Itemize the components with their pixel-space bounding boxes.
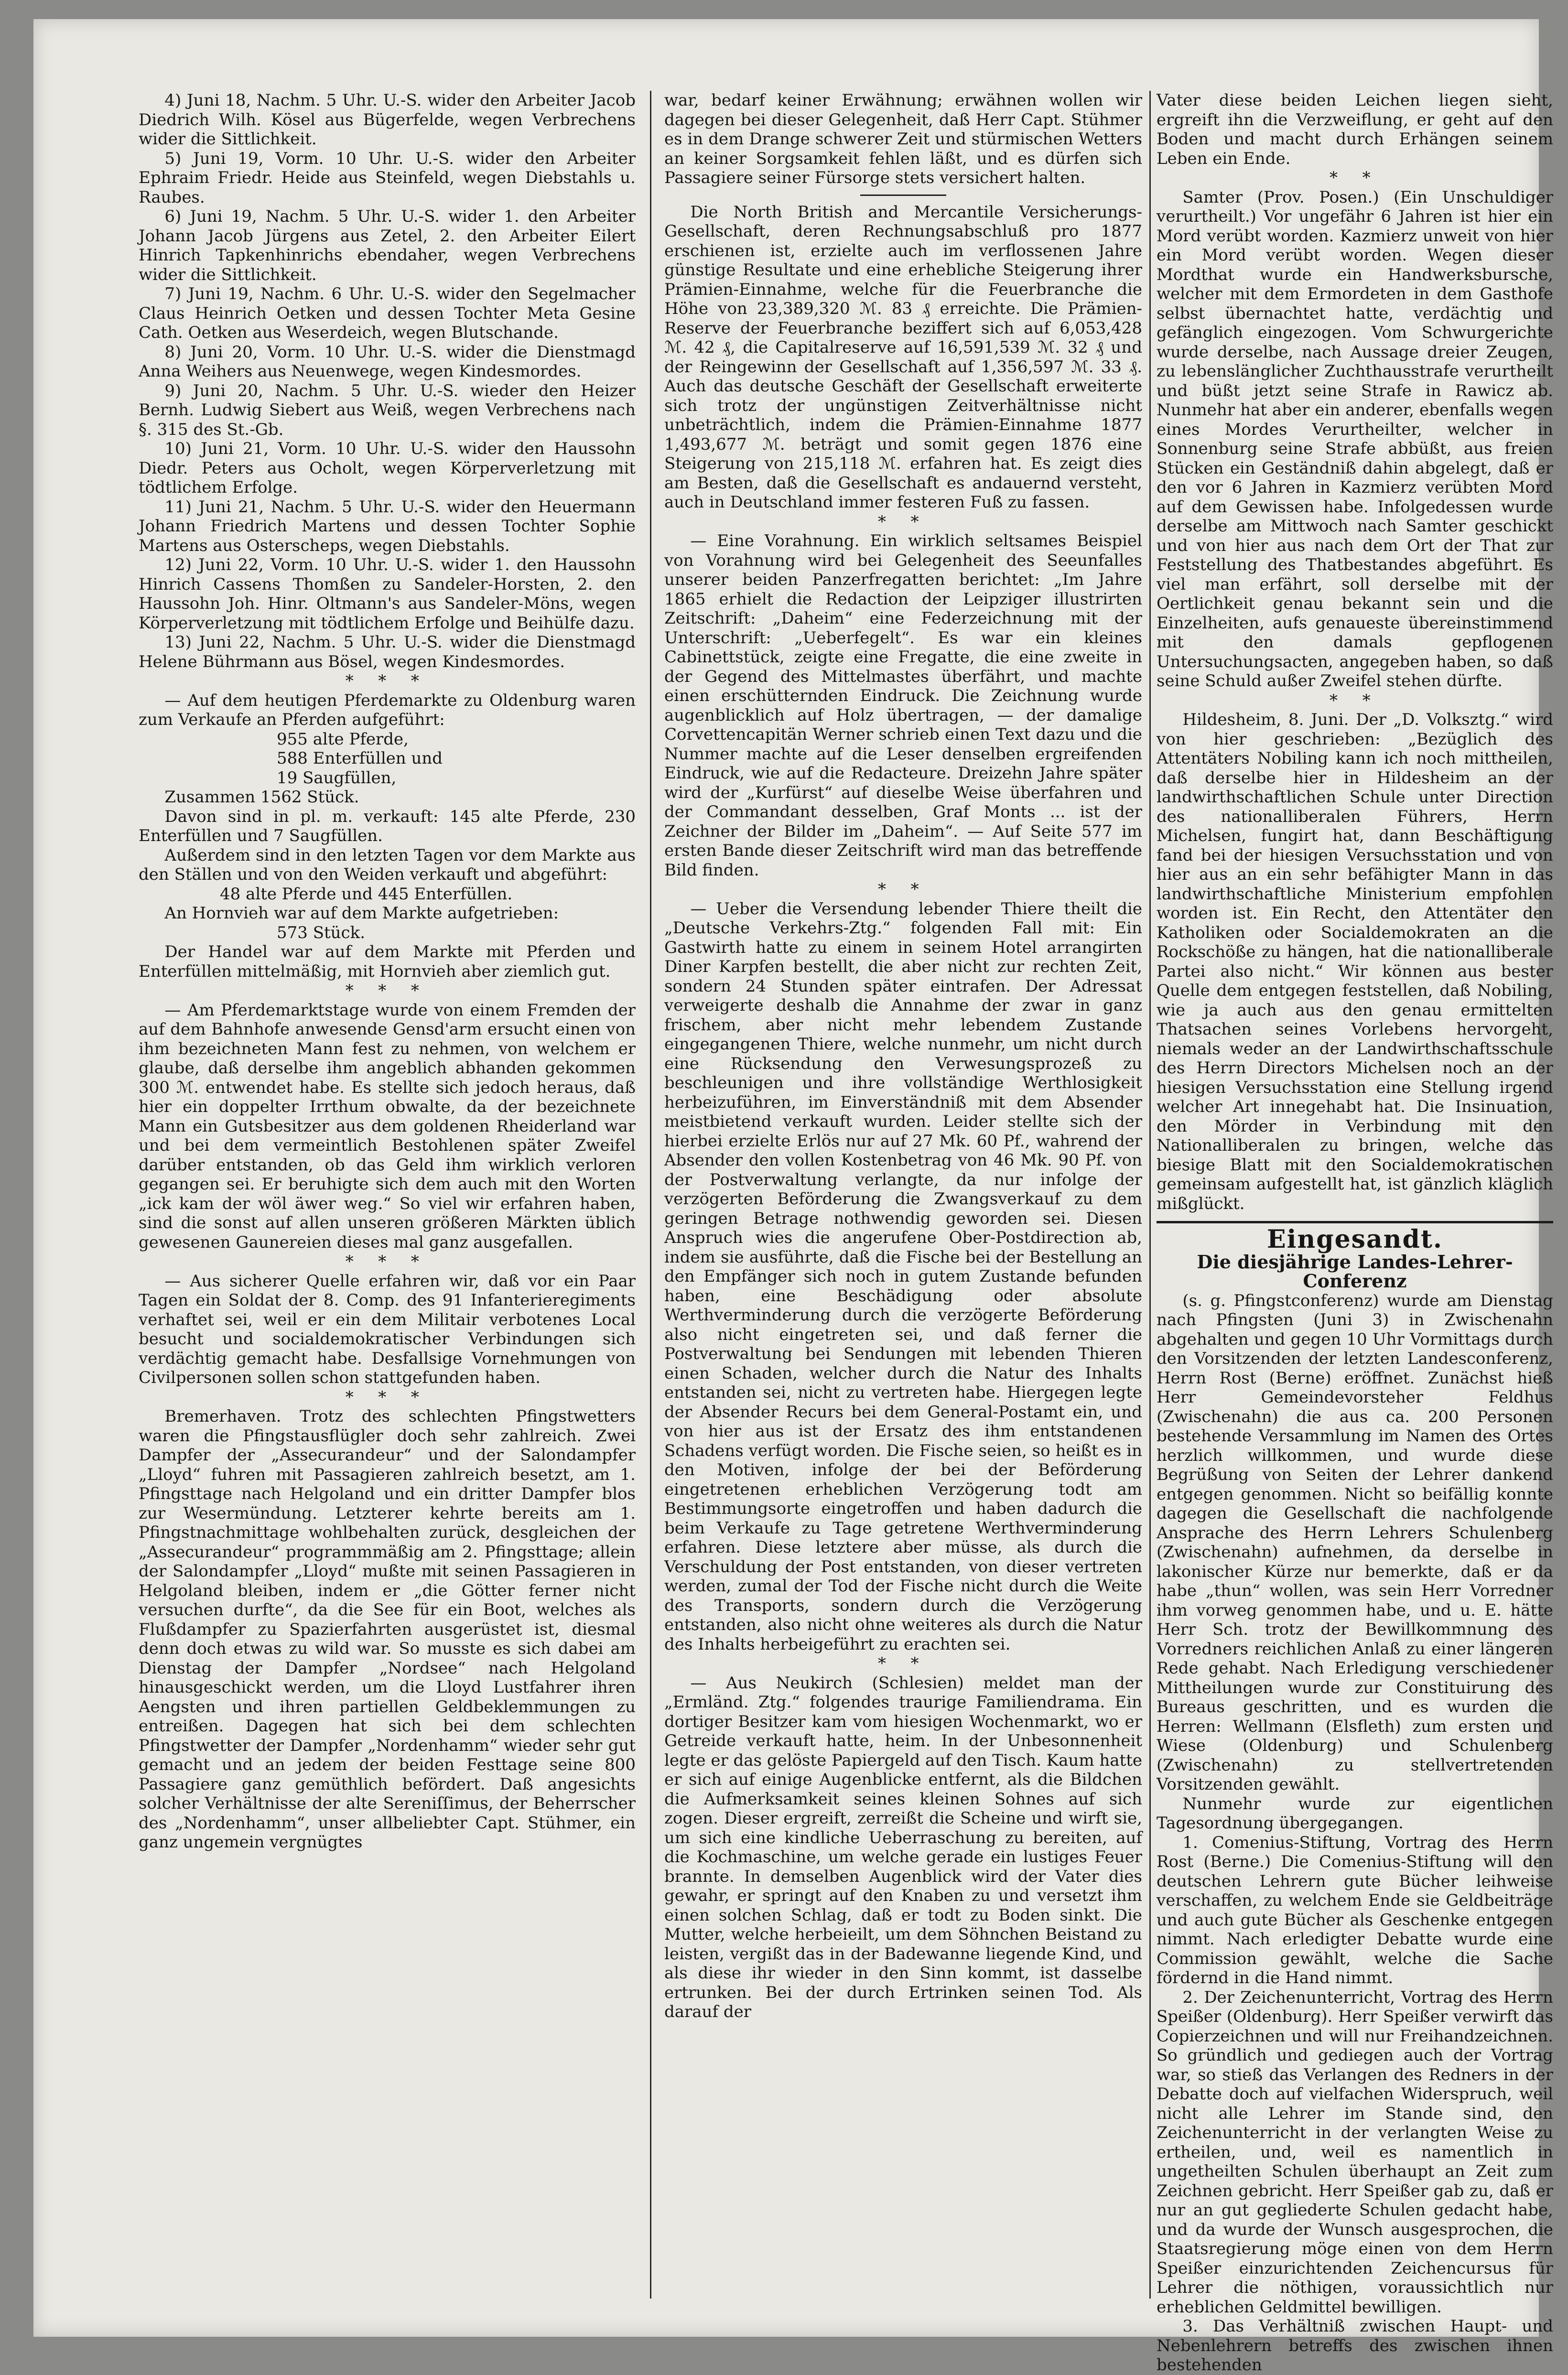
horse-total: Zusammen 1562 Stück. <box>164 788 359 807</box>
newspaper-page <box>33 19 1553 2375</box>
court-entry-6: 6) Juni 19, Nachm. 5 Uhr. U.-S. wider 1. den Arbeiter Johann Jacob Jürgens aus Zetel, 2. den Arbeiter Eilert Hinrich Tapkenhinrichs ebendaher, wegen Verbrechens wider die Sittlichkeit. <box>139 207 636 284</box>
premonition-article: — Eine Vorahnung. Ein wirklich seltsames Beispiel von Vorahnung wird bei Gelegenheit des Seeunfalles unserer beiden Panzerfregatten berichtet: „Im Jahre 1865 erhielt die Redaction der Leipziger illustrirten Zeitschrift: „Daheim“ eine Federzeichnung mit der Unterschrift: „Ueberfegelt“. Es war ein kleines Cabinettstück, zeigte eine Fregatte, die eine zweite in der Gegend des Mittelmastes überfährt, und machte einen erschütternden Eindruck. Die Zeichnung wurde augenblicklich auf Holz übertragen, — der damalige Corvettencapitän Werner schrieb einen Text dazu und die Nummer machte auf die Leser denselben ergreifenden Eindruck, wie auf die Redacteure. Dreizehn Jahre später wird der „Kurfürst“ auf dieselbe Weise überfahren und der Commandant desselben, Graf Monts ... ist der Zeichner der Bilder im „Daheim“. — Auf Seite 577 im ersten Bande dieser Zeitschrift wird man das betreffende Bild finden. <box>664 531 1142 880</box>
court-entry-8: 8) Juni 20, Vorm. 10 Uhr. U.-S. wider die Dienstmagd Anna Weihers aus Neuenwege, wegen Kindesmordes. <box>139 342 636 381</box>
court-entry-13: 13) Juni 22, Nachm. 5 Uhr. U.-S. wider die Dienstmagd Helene Bührmann aus Bösel, wegen Kindesmordes. <box>139 633 636 671</box>
court-entry-10: 10) Juni 21, Vorm. 10 Uhr. U.-S. wider den Haussohn Diedr. Peters aus Ocholt, wegen Körperverletzung mit tödtlichem Erfolge. <box>139 439 636 497</box>
court-entry-11: 11) Juni 21, Nachm. 5 Uhr. U.-S. wider den Heuermann Johann Friedrich Martens und dessen Tochter Sophie Martens aus Osterscheps, wegen Diebstahls. <box>139 497 636 555</box>
live-animals-shipping-article: — Ueber die Versendung lebender Thiere theilt die „Deutsche Verkehrs-Ztg.“ folgenden Fall mit: Ein Gastwirth hatte zu einem in seinem Hotel arrangirten Diner Karpfen bestellt, die aber nicht zur rechten Zeit, sondern 24 Stunden später eintrafen. Der Adressat verweigerte deshalb die Annahme der zwar in ganz frischem, aber nicht mehr lebendem Zustande eingegangenen Thiere, welche nunmehr, um nicht durch eine Rücksendung den Verwesungsprozeß zu beschleunigen und ihre vollständige Werthlosigkeit herbeizuführen, im Einverständniß mit dem Absender meistbietend verkauft wurden. Leider stellte sich der hierbei erzielte Erlös nur auf 27 Mk. 60 Pf., wahrend der Absender den vollen Kostenbetrag von 46 Mk. 90 Pf. von der Postverwaltung verlangte, da nur infolge der verzögerten Beförderung die Zwangsverkauf zu dem geringen Betrage nothwendig geworden sei. Diesen Anspruch wies die angerufene Ober-Postdirection ab, indem sie ausführte, daß die Fische bei der Bestellung an den Empfänger sich noch in gutem Zustande befunden haben, eine Beschädigung oder absolute Werthverminderung durch die verzögerte Beförderung also nicht eingetreten sei, und daß ferner die Postverwaltung bei Sendungen mit lebenden Thieren einen Schaden, welcher durch die Natur des Inhalts entstanden sei, nicht zu vertreten habe. Hiergegen legte der Absender Recurs bei dem General-Postamt ein, und von hier aus ist der Ersatz des ihm entstandenen Schadens verfügt worden. Die Fische seien, so heißt es in den Motiven, infolge der bei der Beförderung eingetretenen erheblichen Verzögerung todt am Bestimmungsorte eingetroffen und haben dadurch die beim Verkaufe zu Tage getretene Werthverminderung erfahren. Diese letztere aber müsse, als durch die Verschuldung der Post entstanden, von dieser vertreten werden, zumal der Tod der Fische nicht durch die Weite des Transports, sondern durch die Verzögerung entstanden, also nicht ohne weiteres als durch die Natur des Inhalts herbeigeführt zu erachten sei. <box>664 899 1142 1654</box>
agenda-item-3: 3. Das Verhältniß zwischen Haupt- und Nebenlehrern betreffs des zwischen ihnen bestehenden <box>1157 2317 1553 2375</box>
column-left <box>139 91 636 2289</box>
family-drama-continued: Vater diese beiden Leichen liegen sieht, ergreift ihn die Verzweiflung, er geht auf den Boden und macht durch Erhängen seinem Leben ein Ende. <box>1157 91 1553 168</box>
conference-title: Die diesjährige Landes-Lehrer-Conferenz <box>1197 1251 1513 1292</box>
separator-stars: * * <box>877 1654 929 1673</box>
separator-stars: * * * <box>345 671 429 691</box>
agenda-intro: Nunmehr wurde zur eigentlichen Tagesordnung übergegangen. <box>1157 1794 1553 1833</box>
court-entry-7: 7) Juni 19, Nachm. 6 Uhr. U.-S. wider den Segelmacher Claus Heinrich Oetken und dessen Tochter Meta Gesine Cath. Oetken aus Weserdeich, wegen Blutschande. <box>139 284 636 342</box>
section-heading: Eingesandt. <box>1267 1225 1443 1254</box>
insurance-article: Die North British and Mercantile Versicherungs-Gesellschaft, deren Rechnungsabschluß pro 1877 erschienen ist, erzielte auch im verflossenen Jahre günstige Resultate und eine erhebliche Steigerung ihrer Prämien-Einnahme, welche für die Feuerbranche die Höhe von 23,389,320 ℳ. 83 ₰ erreichte. Die Prämien-Reserve der Feuerbranche beziffert sich auf 6,053,428 ℳ. 42 ₰, die Capitalreserve auf 16,591,539 ℳ. 32 ₰ und der Reingewinn der Gesellschaft auf 1,356,597 ℳ. 33 ₰. Auch das deutsche Geschäft der Gesellschaft erweiterte sich trotz der ungünstigen Zeitverhältnisse nicht unbeträchtlich, indem die Prämien-Einnahme 1877 1,493,677 ℳ. beträgt und somit gegen 1876 eine Steigerung von 215,118 ℳ. erfahren hat. Es zeigt dies am Besten, daß die Gesellschaft es andauernd versteht, auch in Deutschland immer festeren Fuß zu fassen. <box>664 202 1142 512</box>
separator-stars: * * <box>877 880 929 899</box>
agenda-item-2: 2. Der Zeichenunterricht, Vortrag des Herrn Speißer (Oldenburg). Herr Speißer verwirft das Copierzeichnen und will nur Freihandzeichnen. So gründlich und gediegen auch der Vortrag war, so stieß das Verlangen des Redners in der Debatte doch auf vielfachen Widerspruch, weil nicht alle Lehrer im Stande sind, den Zeichenunterricht in der verlangten Weise zu ertheilen, und, weil es namentlich in ungetheilten Schulen überhaupt an Zeit zum Zeichnen gebricht. Herr Speißer gab zu, daß er nur an gut gegliederte Schulen gedacht habe, und da wurde der Wunsch ausgesprochen, die Staatsregierung möge einen von dem Herrn Speißer einzurichtenden Zeichencursus für Lehrer die nöthigen, voraussichtlich nur erheblichen Geldmittel bewilligen. <box>1157 1987 1553 2317</box>
horse-market-report: — Auf dem heutigen Pferdemarkte zu Oldenburg waren zum Verkaufe an Pferden aufgeführt: <box>139 691 636 729</box>
soldier-arrest-notice: — Aus sicherer Quelle erfahren wir, daß vor ein Paar Tagen ein Soldat der 8. Comp. des 91 Infanterieregiments verhaftet sei, weil er ein dem Militair verbotenes Local besucht und socialdemokratischer Verbindungen sich verdächtig gemacht habe. Desfallsige Vornehmungen von Civilpersonen sollen schon stattgefunden haben. <box>139 1271 636 1387</box>
horse-prior-count: 48 alte Pferde und 445 Enterfüllen. <box>220 884 513 904</box>
separator-stars: * * <box>1329 691 1380 710</box>
cattle-intro: An Hornvieh war auf dem Markte aufgetrieben: <box>164 904 559 923</box>
market-trade-summary: Der Handel war auf dem Markte mit Pferden und Enterfüllen mittelmäßig, mit Hornvieh aber ziemlich gut. <box>139 942 636 981</box>
court-entry-9: 9) Juni 20, Nachm. 5 Uhr. U.-S. wieder den Heizer Bernh. Ludwig Siebert aus Weiß, wegen Verbrechens nach §. 315 des St.-Gb. <box>139 381 636 439</box>
separator-stars: * * * <box>345 981 429 1000</box>
horse-count-line: 955 alte Pferde, <box>277 729 409 749</box>
short-divider <box>860 194 946 196</box>
separator-stars: * * <box>877 512 929 531</box>
samter-article: Samter (Prov. Posen.) (Ein Unschuldiger verurtheilt.) Vor ungefähr 6 Jahren ist hier ein Mord verübt worden. Kazmierz unweit von hier ein Mord verübt worden. Wegen dieser Mordthat wurde ein Handwerksbursche, welcher mit dem Ermordeten in dem Gasthofe selbst übernachtet hatte, verdächtig und gefänglich eingezogen. Vom Schwurgerichte wurde derselbe, nach Aussage dreier Zeugen, zu lebenslänglicher Zuchthausstrafe verurtheilt und büßt jetzt seine Strafe in Rawicz ab. Nunmehr hat aber ein anderer, ebenfalls wegen eines Mordes Verurtheilter, welcher in Sonnenburg seine Strafe abbüßt, aus freien Stücken ein Geständniß dahin abgelegt, daß er den vor 6 Jahren in Kazmierz verübten Mord auf dem Gewissen habe. Infolgedessen wurde derselbe am Mittwoch nach Samter geschickt und von hier aus nach dem Ort der That zur Feststellung des Thatbestandes abgeführt. Es viel man erfährt, soll derselbe mit der Oertlichkeit genau bekannt sein und die Einzelheiten, aufs genaueste übereinstimmend mit den damals gepflogenen Untersuchungsacten, angegeben haben, so daß seine Schuld außer Zweifel stehen dürfte. <box>1157 187 1553 691</box>
bremerhaven-continued: war, bedarf keiner Erwähnung; erwähnen wollen wir dagegen bei dieser Gelegenheit, daß Herr Capt. Stühmer es in dem Drange schwerer Zeit und stürmischen Wetters an keiner Sorgsamkeit fehlen läßt, und es dürfen sich Passagiere seiner Fürsorge stets versichert halten. <box>664 91 1142 187</box>
column-rule <box>650 91 651 2299</box>
conference-intro: (s. g. Pfingstconferenz) wurde am Dienstag nach Pfingsten (Juni 3) in Zwischenahn abgehalten und gegen 10 Uhr Vormittags durch den Vorsitzenden der letzten Landesconferenz, Herrn Rost (Berne) eröffnet. Zunächst hieß Herr Gemeindevorsteher Feldhus (Zwischenahn) die aus ca. 200 Personen bestehende Versammlung im Namen des Ortes herzlich willkommen, und wurde diese Begrüßung von Seiten der Lehrer dankend entgegen genommen. Nicht so beifällig konnte dagegen die Gesellschaft die nachfolgende Ansprache des Herrn Lehrers Schulenberg (Zwischenahn) aufnehmen, da derselbe in lakonischer Kürze nur bemerkte, daß er da habe „thun“ wollen, was sein Herr Vorredner ihm vorweg genommen habe, und u. E. hätte Herr Sch. trotz der Bewillkommnung des Vorredners reichlichen Anlaß zu einer längeren Rede gehabt. Nach Erledigung verschiedener Mittheilungen wurde zur Constituirung des Bureaus geschritten, und es wurden die Herren: Wellmann (Elsfleth) zum ersten und Wiese (Oldenburg) und Schulenberg (Zwischenahn) zu stellvertretenden Vorsitzenden gewählt. <box>1157 1291 1553 1794</box>
court-entry-12: 12) Juni 22, Vorm. 10 Uhr. U.-S. wider 1. den Haussohn Hinrich Cassens Thomßen zu Sandeler-Horsten, 2. den Haussohn Joh. Hinr. Oltmann's aus Sandeler-Möns, wegen Körperverletzung mit tödtlichem Erfolge und Beihülfe dazu. <box>139 555 636 633</box>
family-drama-article: — Aus Neukirch (Schlesien) meldet man der „Ermländ. Ztg.“ folgendes traurige Familiendrama. Ein dortiger Besitzer kam vom hiesigen Wochenmarkt, wo er Getreide verkauft hatte, heim. In der Unbesonnenheit legte er das gelöste Papiergeld auf den Tisch. Kaum hatte er sich auf einige Augenblicke entfernt, als die Bildchen die Aufmerksamkeit seines kleinen Sohnes auf sich zogen. Dieser ergreift, zerreißt die Scheine und wirft sie, um sich eine kindliche Ueberraschung zu bereiten, auf die Kochmaschine, um welche gerade ein lustiges Feuer brannte. In demselben Augenblick wird der Vater dies gewahr, er springt auf den Knaben zu und versetzt ihm einen solchen Schlag, daß er todt zu Boden sinkt. Die Mutter, welche herbeieilt, um dem Söhnchen Beistand zu leisten, vergißt das in der Badewanne liegende Kind, und als diese ihr wieder in den Sinn kommt, ist dasselbe ertrunken. Bei der durch Ertrinken seinen Tod. Als darauf der <box>664 1673 1142 2021</box>
hildesheim-article: Hildesheim, 8. Juni. Der „D. Volksztg.“ wird von hier geschrieben: „Bezüglich des Attentäters Nobiling kann ich noch mittheilen, daß derselbe hier in Hildesheim an der landwirthschaftlichen Schule unter Direction des nationalliberalen Führers, Herrn Michelsen, fungirt hat, dann Beschäftigung fand bei der hiesigen Versuchsstation und von hier aus an ein sehr befähigter Mann in das landwirthschaftliche Ministerium empfohlen worden ist. Ein Recht, den Attentäter den Katholiken oder Socialdemokraten an die Rockschöße zu hängen, hat die nationalliberale Partei also nicht.“ Wir können aus bester Quelle dem entgegen feststellen, daß Nobiling, wie ja auch aus den genau ermittelten Thatsachen seines Vorlebens hervorgeht, niemals weder an der Landwirthschaftsschule des Herrn Directors Michelsen noch an der hiesigen Versuchsstation eine Stellung irgend welcher Art innegehabt hat. Die Insinuation, den Mörder in Verbindung mit den Nationalliberalen zu bringen, welche das biesige Blatt mit den Socialdemokratischen gemeinsam aufgestellt hat, ist gänzlich kläglich mißglückt. <box>1157 710 1553 1213</box>
court-entry-4: 4) Juni 18, Nachm. 5 Uhr. U.-S. wider den Arbeiter Jacob Diedrich Wilh. Kösel aus Bügerfelde, wegen Verbrechens wider die Sittlichkeit. <box>139 91 636 149</box>
agenda-item-1: 1. Comenius-Stiftung, Vortrag des Herrn Rost (Berne.) Die Comenius-Stiftung will den deutschen Lehrern gute Bücher leihweise verschaffen, zu welchem Ende sie Geldbeiträge und auch gute Bücher als Geschenke entgegen nimmt. Nach erledigter Debatte wurde eine Commission gewählt, welche die Sache fördernd in die Hand nimmt. <box>1157 1833 1553 1987</box>
cattle-count: 573 Stück. <box>277 923 366 942</box>
court-entry-5: 5) Juni 19, Vorm. 10 Uhr. U.-S. wider den Arbeiter Ephraim Friedr. Heide aus Steinfeld, wegen Diebstahls u. Raubes. <box>139 149 636 207</box>
separator-stars: * * * <box>345 1387 429 1407</box>
horse-sold: Davon sind in pl. m. verkauft: 145 alte Pferde, 230 Enterfüllen und 7 Saugfüllen. <box>139 807 636 845</box>
column-middle <box>664 91 1142 2289</box>
separator-stars: * * <box>1329 168 1380 187</box>
horse-count-line: 588 Enterfüllen und <box>277 749 443 768</box>
column-right <box>1157 91 1553 2375</box>
horse-count-line: 19 Saugfüllen, <box>277 768 397 788</box>
section-divider <box>1157 1221 1553 1223</box>
column-rule <box>1149 91 1151 2299</box>
separator-stars: * * * <box>345 1252 429 1271</box>
bremerhaven-article: Bremerhaven. Trotz des schlechten Pfingstwetters waren die Pfingstausflügler doch sehr zahlreich. Zwei Dampfer der „Assecurandeur“ und der Salondampfer „Lloyd“ fuhren mit Passagieren zahlreich besetzt, am 1. Pfingsttage nach Helgoland und ein dritter Dampfer blos zur Wesermündung. Letzterer kehrte bereits am 1. Pfingstnachmittage wohlbehalten zurück, desgleichen der „Assecurandeur“ programmmäßig am 2. Pfingsttage; allein der Salondampfer „Lloyd“ mußte mit seinen Passagieren in Helgoland bleiben, indem er „die Götter ferner nicht versuchen durfte“, da die See für ein Boot, welches als Flußdampfer zu Spazierfahrten ausgerüstet ist, diesmal denn doch etwas zu wild war. So musste es sich dabei am Dienstag der Dampfer „Nordsee“ nach Helgoland hinausgeschickt werden, um die Lloyd Lustfahrer ihren Aengsten und ihren partiellen Geldbeklemmungen zu entreißen. Dagegen hat sich bei dem schlechten Pfingstwetter der Dampfer „Nordenhamm“ wieder sehr gut gemacht und an jedem der beiden Festtage seine 800 Passagiere ganz gemüthlich befördert. Daß angesichts solcher Verhältnisse der alte Sereniſſimus, der Beherrscher des „Nordenhamm“, unser allbeliebter Capt. Stühmer, ein ganz ungemein vergnügtes <box>139 1407 636 1852</box>
market-day-story: — Am Pferdemarktstage wurde von einem Fremden der auf dem Bahnhofe anwesende Gensd'arm ersucht einen von ihm bezeichneten Mann fest zu nehmen, von welchem er glaube, daß derselbe ihm angeblich abhanden gekommen 300 ℳ. entwendet habe. Es stellte sich jedoch heraus, daß hier ein doppelter Irrthum obwalte, da der bezeichnete Mann ein Gutsbesitzer aus dem goldenen Rheiderland war und bei dem vermeintlich Bestohlenen später Zweifel darüber entstanden, ob das Geld ihm wirklich verloren gegangen sei. Er beruhigte sich dem auch mit den Worten „ick kam der wöl äwer weg.“ So viel wir erfahren haben, sind die sonst auf allen unseren größeren Märkten üblich gewesenen Gaunereien dieses mal ganz ausgefallen. <box>139 1000 636 1252</box>
horse-prior-sales: Außerdem sind in den letzten Tagen vor dem Markte aus den Ställen und von den Weiden verkauft und abgeführt: <box>139 845 636 884</box>
